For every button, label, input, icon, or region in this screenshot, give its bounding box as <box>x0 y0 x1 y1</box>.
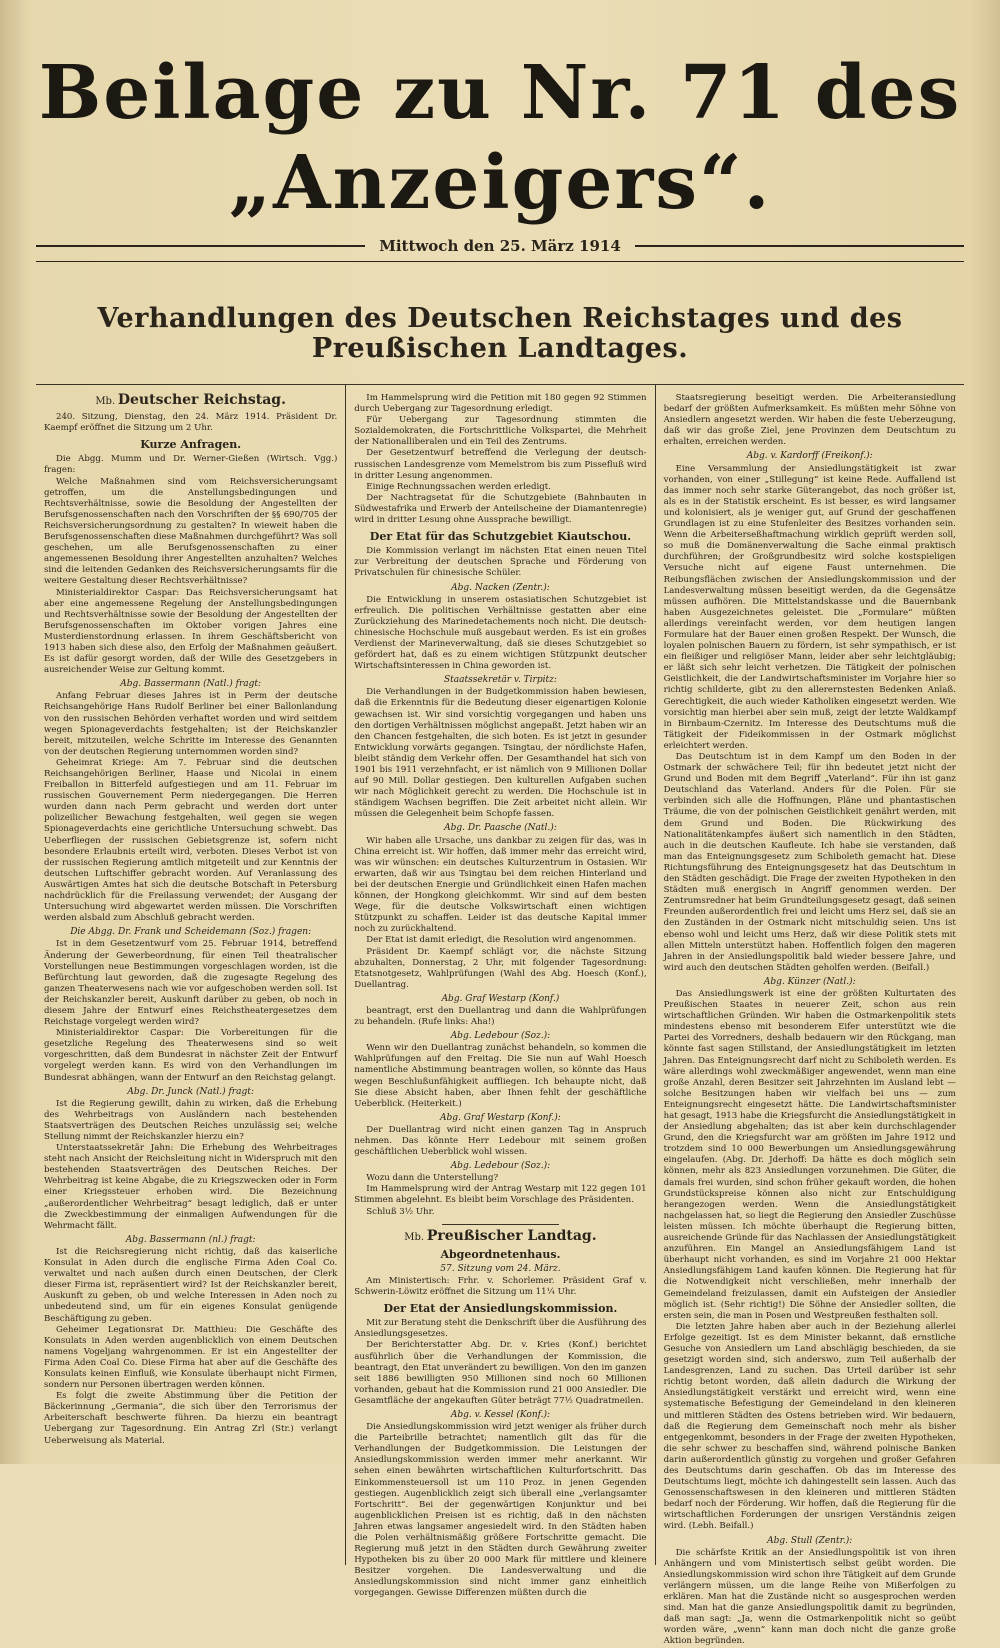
paragraph: Ist die Reichsregierung nicht richtig, daß das kaiserliche Konsulat in Aden durch die englische Firma Aden Coal Co. verwaltet und nach außen durch einen Deutschen, der Clerk dieser Firma ist, repräsentiert wird? Ist der Reichskanzler bereit, Auskunft zu geben, ob und welche Interessen in Aden noch zu unbedeutend sind, um für ein eigenes Konsulat genügende Beschäftigung zu geben. <box>44 1246 338 1324</box>
speaker-line: Abg. Ledebour (Soz.): <box>450 1031 551 1042</box>
paragraph: Anfang Februar dieses Jahres ist in Perm der deutsche Reichsangehörige Hans Rudolf Berliner bei einer Ballonlandung von den russischen Behörden verhaftet worden und wird seitdem wegen Spionageverdachts festgehalten; ist der Reichskanzler bereit, mitzuteilen, welche Schritte im Interesse des Genannten von der deutschen Regierung unternommen worden sind? <box>44 691 338 757</box>
speaker-line: Staatssekretär v. Tirpitz: <box>444 675 557 686</box>
speaker-line: Abg. v. Kessel (Konf.): <box>450 1409 551 1420</box>
dateline-row <box>36 234 964 258</box>
paragraph: Der Gesetzentwurf betreffend die Verlegung der deutsch-russischen Landesgrenze vom Memelstrom bis zum Pissefluß wird in dritter Lesung angenommen. <box>354 448 647 481</box>
speaker-line: Abg. Ledebour (Soz.): <box>450 1161 551 1172</box>
paragraph: Im Hammelsprung wird die Petition mit 180 gegen 92 Stimmen durch Uebergang zur Tagesordnung erledigt. <box>354 393 647 415</box>
dateline-rule-left <box>36 245 365 247</box>
paragraph: Ist die Regierung gewillt, dahin zu wirken, daß die Erhebung des Wehrbeitrags von Ausländern nach bestehenden Staatsverträgen des Deutschen Reiches unzulässig sei; welche Stellung nimmt der Reichskanzler hierzu ein? <box>44 1098 338 1142</box>
paragraph: Welche Maßnahmen sind vom Reichsversicherungsamt getroffen, um die Anstellungsbedingungen und Rechtsverhältnisse, sowie die Besoldung der Angestellten der Berufsgenossenschaften nach den Vorschriften der §§ 690/705 der Reichsversicherungsordnung zu gestalten? In wieweit haben die Berufsgenossenschaften diese Maßnahmen durchgeführt? Was soll geschehen, um alle Berufsgenossenschaften zu einer angemessenen Besoldung ihrer Angestellten anzuhalten? Welches sind die leitenden Gedanken des Reichsversicherungsamts für die weitere Gestaltung dieser Rechtsverhältnisse? <box>44 476 338 587</box>
column-2 <box>345 385 654 1599</box>
paragraph: Einige Rechnungssachen werden erledigt. <box>366 481 551 492</box>
paragraph: Präsident Dr. Kaempf schlägt vor, die nächste Sitzung abzuhalten, Donnerstag, 2 Uhr, mit folgender Tagesordnung: Etatsnotgesetz, Wahlprüfungen (Wahl des Abg. Hoesch (Konf.), Duellantrag. <box>354 946 647 990</box>
paragraph: Das Deutschtum ist in dem Kampf um den Boden in der Ostmark der schwächere Teil; für ihn bedeutet jetzt nicht der Grund und Boden mit dem Begriff „Vaterland“. Für ihn ist ganz Deutschland das Vaterland. Anders für die Polen. Für sie verbinden sich alle die Hoffnungen, Pläne und phantastischen Träume, die von der polnischen Geistlichkeit genährt werden, mit dem Grund und Boden. Die Rückwirkung des Nationalitätenkampfes äußert sich namentlich in den Städten, auch in die deutschen Kaufleute. Ich habe sie verstanden, daß man das Enteignungsgesetz zum Schiboleth gemacht hat. Diese Richtungsführung des Enteignungsgesetz hat das Deutschtum in den Städten geschädigt. Die Frage der zweiten Hypotheken in den Städten muß energisch in Angriff genommen werden. Der Zentrumsredner hat beim Grundteilungsgesetz gesagt, daß seinen Freunden außerordentlich frei und leicht ums Herz sei, daß sie an den Zuständen in der Ostmark nicht mitschuldig seien. Uns ist ebenso wohl und leicht ums Herz, daß wir diese Politik stets mit allen Mitteln unterstützt haben. Hoffentlich folgen den mageren Jahren in der Ansiedlungspolitik bald wieder bessere Jahre, und wird auch den deutschen Städten geholfen werden. (Beifall.) <box>663 752 956 973</box>
speaker-line: Abg. Graf Westarp (Konf.) <box>441 993 560 1004</box>
paragraph: Der Berichterstatter Abg. Dr. v. Kries (Konf.) berichtet ausführlich über die Verhandlungen der Kommission, die beantragt, den Etat unverändert zu bewilligen. Von den im ganzen seit 1886 bewilligten 950 Millionen sind noch 60 Millionen vorhanden, gebaut hat die Kommission rund 21 000 Ansiedler. Die Gesamtfläche der angekauften Güter beträgt 77½ Quadratmeilen. <box>354 1340 647 1406</box>
speaker-line: Abg. Bassermann (nl.) fragt: <box>125 1234 256 1245</box>
column-3 <box>655 385 964 1647</box>
speaker-line: Abg. Dr. Paasche (Natl.): <box>444 823 557 834</box>
paragraph: Eine Versammlung der Ansiedlungstätigkeit ist zwar vorhanden, von einer „Stillegung“ ist keine Rede. Auffallend ist das immer noch sehr starke Güterangebot, das noch größer ist, als es in der Statistik erscheint. Es ist besser, es wird langsamer und kolonisiert, als je weniger gut, auf Grund der geschaffenen Grundlagen ist zu eine Stufenleiter des Besitzes vorhanden sein. Wenn die Arbeiterseßhaftmachung wirklich geprüft werden soll, so muß die Domänenverwaltung die Sache einmal praktisch durchführen; der Großgrundbesitz wird solche kostspieligen Versuche nicht auf eigene Faust unternehmen. Die Reibungsflächen zwischen der Ansiedlungskommission und der Landesverwaltung müssen beseitigt werden, da die Gegensätze müssen aufhören. Die Mittelstandskasse und die Bauernbank haben Ausgezeichnetes geleistet. Die „Formulare“ müßten allerdings vereinfacht werden, vor dem heutigen langen Formulare hat der Bauer einen großen Respekt. Der Wunsch, die loyalen polnischen Bauern zu fördern, ist sehr sympathisch, er ist ein fleißiger und religiöser Mann, leider aber sehr leichtgläubig; er läßt sich sehr leicht verhetzen. Die Tätigkeit der polnischen Geistlichkeit, die der Landwirtschaftsminister im Vorjahre hier so richtig schilderte, gibt zu den allerernstesten Bedenken Anlaß. Gerechtigkeit, die auch wieder Katholiken eingesetzt werden. Wie vorsichtig man hierbei aber sein muß, zeigt der letzte Waldkampf in Birnbaum-Czernitz. Im Interesse des Deutschtums muß die Tätigkeit der Fideikommissen in der Ostmark möglichst erleichtert werden. <box>663 463 956 751</box>
paragraph: Ministerialdirektor Caspar: Das Reichsversicherungsamt hat aber eine angemessene Regelung der Anstellungsbedingungen und Rechtsverhältnisse sowie der Besoldung der Angestellten der Berufsgenossenschaften im Oktober vorigen Jahres eine Musterdienstordnung erlassen. In ihrem Geschäftsbericht von 1913 haben sich diese also, den Erfolg der Maßnahmen geäußert. Es ist dafür gesorgt worden, daß der Wille des Gesetzgebers in ausreichender Weise zur Geltung kommt. <box>44 587 338 676</box>
paragraph: Mit zur Beratung steht die Denkschrift über die Ausführung des Ansiedlungsgesetzes. <box>354 1318 647 1340</box>
section-heading-landtag <box>354 1227 646 1244</box>
speaker-line: Abg. v. Kardorff (Freikonf.): <box>746 451 873 462</box>
paragraph: Ist in dem Gesetzentwurf vom 25. Februar 1914, betreffend Änderung der Gewerbeordnung, für einen Teil theatralischer Vorstellungen neue Bestimmungen vorgeschlagen worden, ist die Befürchtung laut geworden, daß die zugesagte Regelung des ganzen Theaterwesens nach wie vor aufgeschoben werden soll. Ist der Reichskanzler bereit, Auskunft darüber zu geben, ob noch in diesem Jahre der Entwurf eines Reichstheatergesetzes dem Reichstage vorgelegt werden wird? <box>44 939 338 1028</box>
paragraph: Am Ministertisch: Frhr. v. Schorlemer. Präsident Graf v. Schwerin-Löwitz eröffnet die Sitzung um 11¼ Uhr. <box>354 1275 647 1298</box>
subheading: Der Etat der Ansiedlungskommission. <box>383 1302 618 1316</box>
dateline-rule-right <box>635 245 964 247</box>
paragraph: Schluß 3½ Uhr. <box>366 1206 435 1217</box>
paragraph: Der Duellantrag wird nicht einen ganzen Tag in Anspruch nehmen. Das könnte Herr Ledebour mit seinem großen geschäftlichen Ueberblick wohl wissen. <box>354 1124 647 1158</box>
section-heading-reichstag <box>44 392 337 408</box>
paragraph: Geheimer Legationsrat Dr. Matthieu: Die Geschäfte des Konsulats in Aden werden augenblicklich von einem Deutschen namens Vogeljang wahrgenommen. Er ist ein Angestellter der Firma Aden Coal Co. Diese Firma hat aber auf die Geschäfte des Konsulats keinen Einfluß, wie Konsulate überhaupt nicht Firmen, sondern nur Personen übertragen werden können. <box>44 1324 338 1391</box>
paragraph: Staatsregierung beseitigt werden. Die Arbeiteransiedlung bedarf der größten Aufmerksamkeit. Es müßten mehr Söhne von Ansiedlern angesetzt werden. Wir haben die feste Ueberzeugung, daß wir das große Ziel, jene Provinzen dem Deutschtum zu erhalten, erreichen werden. <box>663 393 956 448</box>
paragraph: Die letzten Jahre haben aber auch in der Beziehung allerlei Erfolge gezeitigt. Ist es dem Minister bekannt, daß ernstliche Gesuche von Ansiedlern um Land abschlägig beschieden, da sie gesetzigt worden sind, sich anderswo, zum Teil außerhalb der Landesgrenzen, Land zu suchen. Das Urteil darüber ist sehr richtig betont worden, daß allein dadurch die Wirkung der Ansiedlungstätigkeit verstärkt und erreicht wird, wenn eine systematische Befestigung der Gemeindeland in den kleineren und mittleren Städten des Ostens betrieben wird. Wir bedauern, daß die Regierung dem Gemeinschaft noch mehr als bisher entgegenkommt, besonders in der Frage der zweiten Hypotheken, die sehr schwer zu beschaffen sind, während polnische Banken darin außerordentlich günstig zu vorgehen und großer Gefahren des Deutschtums darin geschaffen. Ob das im Interesse des Deutschtums liegt, möchte ich dahingestellt sein lassen. Auch das Genossenschaftswesen in den kleineren und mittleren Städten bedarf noch der Förderung. Wir hoffen, daß die Regierung für die wirtschaftlichen Forderungen der unsrigen Verständnis zeigen wird. (Lebh. Beifall.) <box>663 1321 956 1532</box>
subheading: Kurze Anfragen. <box>140 438 242 452</box>
speaker-line: Abg. Bassermann (Natl.) fragt: <box>120 679 262 690</box>
section-prefix: Mb. <box>95 396 116 407</box>
section-title: Deutscher Reichstag. <box>117 392 286 408</box>
section-title: Preußischer Landtag. <box>426 1227 597 1244</box>
masthead-title: Beilage zu Nr. 71 des „Anzeigers“. <box>38 50 962 226</box>
paragraph: 240. Sitzung, Dienstag, den 24. März 1914. Präsident Dr. Kaempf eröffnet die Sitzung um 2 Uhr. <box>44 412 338 434</box>
subheading: Abgeordnetenhaus. <box>440 1247 561 1261</box>
speaker-line: Die Abgg. Dr. Frank und Scheidemann (Soz.) fragen: <box>70 927 312 938</box>
masthead-rule <box>36 261 964 262</box>
paragraph: Geheimrat Kriege: Am 7. Februar sind die deutschen Reichsangehörigen Berliner, Haase und Nicolai in einem Freiballon in Bitterfeld aufgestiegen und am 11. Februar im russischen Gouvernement Perm niedergegangen. Die Herren wurden dann nach Perm gebracht und werden dort unter polizeilicher Bewachung festgehalten, weil gegen sie wegen Spionageverdachts eine gerichtliche Untersuchung schwebt. Das Ueberfliegen der russischen Gebietsgrenze ist, sofern nicht besondere Erlaubnis erteilt wird, verboten. Dieses Verbot ist von der russischen Regierung amtlich mitgeteilt und zur Kenntnis der deutschen Luftschiffer gebracht worden. Auf Veranlassung des Auswärtigen Amtes hat sich die deutsche Botschaft in Petersburg nachdrücklich für die Freilassung verwendet; der Ausgang der Untersuchung wird abgewartet werden müssen. Die Vorschriften werden alsbald zum Abschluß gebracht werden. <box>44 757 338 924</box>
paragraph: Die schärfste Kritik an der Ansiedlungspolitik ist von ihren Anhängern und vom Ministertisch selbst geübt worden. Die Ansiedlungskommission wird schon ihre Tätigkeit auf dem Grunde verlängern müssen, um die lange Reihe von Mißerfolgen zu erklären. Man hat die Zustände nicht so ausgesprochen werden sind. Man hat die ganze Ansiedlungspolitik damit zu begründen, daß man sagt: „Ja, wenn die Ostmarkenpolitik nicht so geübt worden wäre, „wenn“ kann man doch nicht die ganze große Aktion begründen. <box>663 1547 956 1647</box>
speaker-line: Abg. Graf Westarp (Konf.): <box>440 1112 561 1123</box>
paragraph: Die Kommission verlangt im nächsten Etat einen neuen Titel zur Verbreitung der deutschen Sprache und Förderung von Privatschulen für chinesische Schüler. <box>354 546 647 579</box>
session-line: 57. Sitzung vom 24. März. <box>440 1263 561 1274</box>
paragraph: Es folgt die zweite Abstimmung über die Petition der Bäckerinnung „Germania“, die sich über den Terrorismus der Arbeiterschaft beschwerte führen. Da hierzu ein beantragt Uebergang zur Tagesordnung. Ein Antrag Zrl (Str.) verlangt Ueberweisung als Material. <box>44 1391 338 1446</box>
paragraph: Unterstaatssekretär Jahn: Die Erhebung des Wehrbeitrages steht nach Ansicht der Reichsleitung nicht in Widerspruch mit den bestehenden Staatsverträgen des Deutschen Reiches. Der Wehrbeitrag ist keine Abgabe, die zu Kriegszwecken oder in Form einer Kriegssteuer erhoben wird. Die Bezeichnung „außerordentlicher Wehrbeitrag“ besagt lediglich, daß er unter die Zweckbestimmung der einmaligen Aufwendungen für die Wehrmacht fällt. <box>44 1143 338 1231</box>
article-columns <box>36 384 964 1647</box>
paragraph: Die Abgg. Mumm und Dr. Werner-Gießen (Wirtsch. Vgg.) fragen: <box>44 454 338 476</box>
paragraph: Im Hammelsprung wird der Antrag Westarp mit 122 gegen 101 Stimmen abgelehnt. Es bleibt beim Vorschlage des Präsidenten. <box>354 1184 647 1206</box>
speaker-line: Abg. Künzer (Natl.): <box>763 976 856 987</box>
page-headline: Verhandlungen des Deutschen Reichstages und des Preußischen Landtages. <box>97 303 903 364</box>
paragraph: Die Entwicklung in unserem ostasiatischen Schutzgebiet ist erfreulich. Die politischen Verhältnisse gestatten aber eine Zurückziehung des Marinedetachements noch nicht. Die deutsch-chinesische Hochschule muß ausgebaut werden. Es ist ein großes Verdienst der Marineverwaltung, daß sie dieses Schutzgebiet so gefördert hat, daß es zu einem wichtigen Stützpunkt deutscher Wirtschaftsinteressen in China geworden ist. <box>354 594 647 672</box>
speaker-line: Abg. Stull (Zentr.): <box>767 1535 853 1546</box>
paragraph: Wir haben alle Ursache, uns dankbar zu zeigen für das, was in China erreicht ist. Wir hoffen, daß immer mehr das erreicht wird, was wir wünschen: ein deutsches Kulturzentrum in Ostasien. Wir erwarten, daß wir aus Tsingtau bei dem reichen Hinterland und bei der deutschen Energie und Gründlichkeit einen Hafen machen können, der Hongkong gleichkommt. Wir sind auf dem besten Wege, für die deutsche Volkswirtschaft einen wichtigen Stützpunkt zu schaffen. Leider ist das deutsche Kapital immer noch zu zurückhaltend. <box>354 835 647 935</box>
paragraph: beantragt, erst den Duellantrag und dann die Wahlprüfungen zu behandeln. (Rufe links: Aha!) <box>354 1005 647 1028</box>
paragraph: Wenn wir den Duellantrag zunächst behandeln, so kommen die Wahlprüfungen auf den Freitag. Die Sie nun auf Wahl Hoesch namentliche Abstimmung beantragen wollen, so könnte das Haus wegen Beschlußunfähigkeit auffliegen. Ich behaupte nicht, daß Sie diese Absicht haben, aber Ihnen fehlt der geschäftliche Ueberblick. (Heiterkeit.) <box>354 1043 647 1109</box>
section-prefix: Mb. <box>404 1231 425 1243</box>
paragraph: Der Etat ist damit erledigt, die Resolution wird angenommen. <box>366 935 637 946</box>
speaker-line: Abg. Nacken (Zentr.): <box>451 582 550 593</box>
dateline: Mittwoch den 25. März 1914 <box>379 237 621 255</box>
paragraph: Ministerialdirektor Caspar: Die Vorbereitungen für die gesetzliche Regelung des Theaterwesens sind so weit vorgeschritten, daß dem Bundesrat in nächster Zeit der Entwurf vorgelegt werden kann. Es wird von den Verhandlungen im Bundesrat abhängen, wann der Entwurf an den Reichstag gelangt. <box>44 1028 338 1083</box>
column-1 <box>36 385 345 1565</box>
subheading: Der Etat für das Schutzgebiet Kiautschou. <box>369 530 632 544</box>
paragraph: Wozu dann die Unterstellung? <box>366 1173 499 1184</box>
paragraph: Das Ansiedlungswerk ist eine der größten Kulturtaten des Preußischen Staates in neuerer Zeit, schon aus rein wirtschaftlichen Gründen. Wir haben die Ostmarkenpolitik stets mindestens ebenso mit besonderem Eifer unterstützt wie die Partei des Vorredners, deshalb bedauern wir den Rückgang, man könnte fast sagen Stillstand, der Ansiedlungstätigkeit im letzten Jahren. Das Enteignungsrecht darf nicht zu Schiboleth werden. Es wäre allerdings wohl zweckmäßiger angewendet, wenn man eine große Anzahl, deren Besitzer seit Jahrzehnten im Ausland lebt — solche Besitzungen haben wir vielfach bei uns — zum Enteignungsrecht eingesetzt hätte. Die Landwirtschaftsminister hat gesagt, 1913 habe die Kriegsfurcht die Ansiedlungstätigkeit in der Ansiedlung abgehalten; das ist aber kein durchschlagender Grund, den die Kriegsfurcht war am größten im Jahre 1912 und trotzdem sind 10 000 Bewerbungen um Ansiedlungsgewährung eingelaufen. (Abg. Dr. Jderhoff: Da hätte es doch möglich sein können, mehr als 823 Ansiedlungen vorzunehmen. Die Güter, die damals frei wurden, sind schon früher gekauft worden, die hohen Grundstückspreise können also nicht zur Entschuldigung herangezogen werden. Wenn die Ansiedlungstätigkeit nachgelassen hat, so liegt die Regierung den Ansiedler Zuschüsse leisten müssen. Ich möchte überhaupt die Regierung bitten, ausreichende Gründe für das Nachlassen der Ansiedlungstätigkeit anzuführen. Ein Mangel an Ansiedlungsfähigem Land ist überhaupt nicht vorhanden, es sind im Vorjahre 21 000 Hektar Ansiedlungsfähigem Land kaufen können. Die Regierung hat für die Notwendigkeit nicht verschließen, mehr innerhalb der Gemeindeland freizulassen, damit ein Aufsteigen der Ansiedler möglich ist. (Sehr richtig!) Die Söhne der Ansiedler sollten, die ersten sein, die man in Posen und Westpreußen festhalten soll. <box>663 988 956 1321</box>
paragraph: Die Ansiedlungskommission wird jetzt weniger als früher durch die Parteibrille betrachtet; namentlich gilt das für die Verhandlungen der Budgetkommission. Die Leistungen der Ansiedlungskommission werden immer mehr anerkannt. Wir sehen einen bewährten wirtschaftlichen Kulturfortschritt. Das Einkommensteuersoll ist um 110 Proz. in jenen Gegenden gestiegen. Augenblicklich zeigt sich überall eine „verlangsamter Fortschritt“. Bei der gegenwärtigen Konjunktur und bei augenblicklichen Preisen ist es richtig, daß in den nächsten Jahren etwas langsamer angesiedelt wird. In den Städten haben die Polen verhältnismäßig größere Fortschritte gemacht. Die Regierung muß jetzt in den Städten durch Gewährung zweiter Hypotheken bis zu über 20 000 Mark für mittlere und kleinere Besitzer vorgehen. Die Landesverwaltung und die Ansiedlungskommission sind nicht immer ganz einheitlich vorgegangen. Gewisse Differenzen müßten durch die <box>354 1422 647 1599</box>
paragraph: Die Verhandlungen in der Budgetkommission haben bewiesen, daß die Erkenntnis für die Bedeutung dieser eigenartigen Kolonie gewachsen ist. Wir sind vorsichtig vorgegangen und haben uns den dortigen Verhältnissen möglichst angepaßt. Jetzt haben wir an den Chancen festgehalten, die sich boten. Es ist jetzt in gesunder Entwicklung vorwärts gegangen. Tsingtau, der nördlichste Hafen, bleibt ständig dem Verkehr offen. Der Gesamthandel hat sich von 1901 bis 1911 verzehnfacht, er ist nämlich von 9 Millionen Dollar auf 90 Mill. Dollar gestiegen. Den kulturellen Aufgaben suchen wir nach Möglichkeit gerecht zu werden. Die Hochschule ist in ständigem Wachsen begriffen. Die Zeit arbeitet nicht allein. Wir müssen die Gelegenheit beim Schopfe fassen. <box>354 687 647 820</box>
paragraph: Für Uebergang zur Tagesordnung stimmten die Sozialdemokraten, die Fortschrittliche Volkspartei, die Mehrheit der Nationalliberalen und ein Teil des Zentrums. <box>354 415 647 448</box>
paragraph: Der Nachtragsetat für die Schutzgebiete (Bahnbauten in Südwestafrika und Erwerb der Anteilscheine der Diamantenregie) wird in dritter Lesung ohne Aussprache bewilligt. <box>354 492 647 526</box>
speaker-line: Abg. Dr. Junck (Natl.) fragt: <box>127 1086 254 1097</box>
section-divider <box>442 1224 559 1225</box>
